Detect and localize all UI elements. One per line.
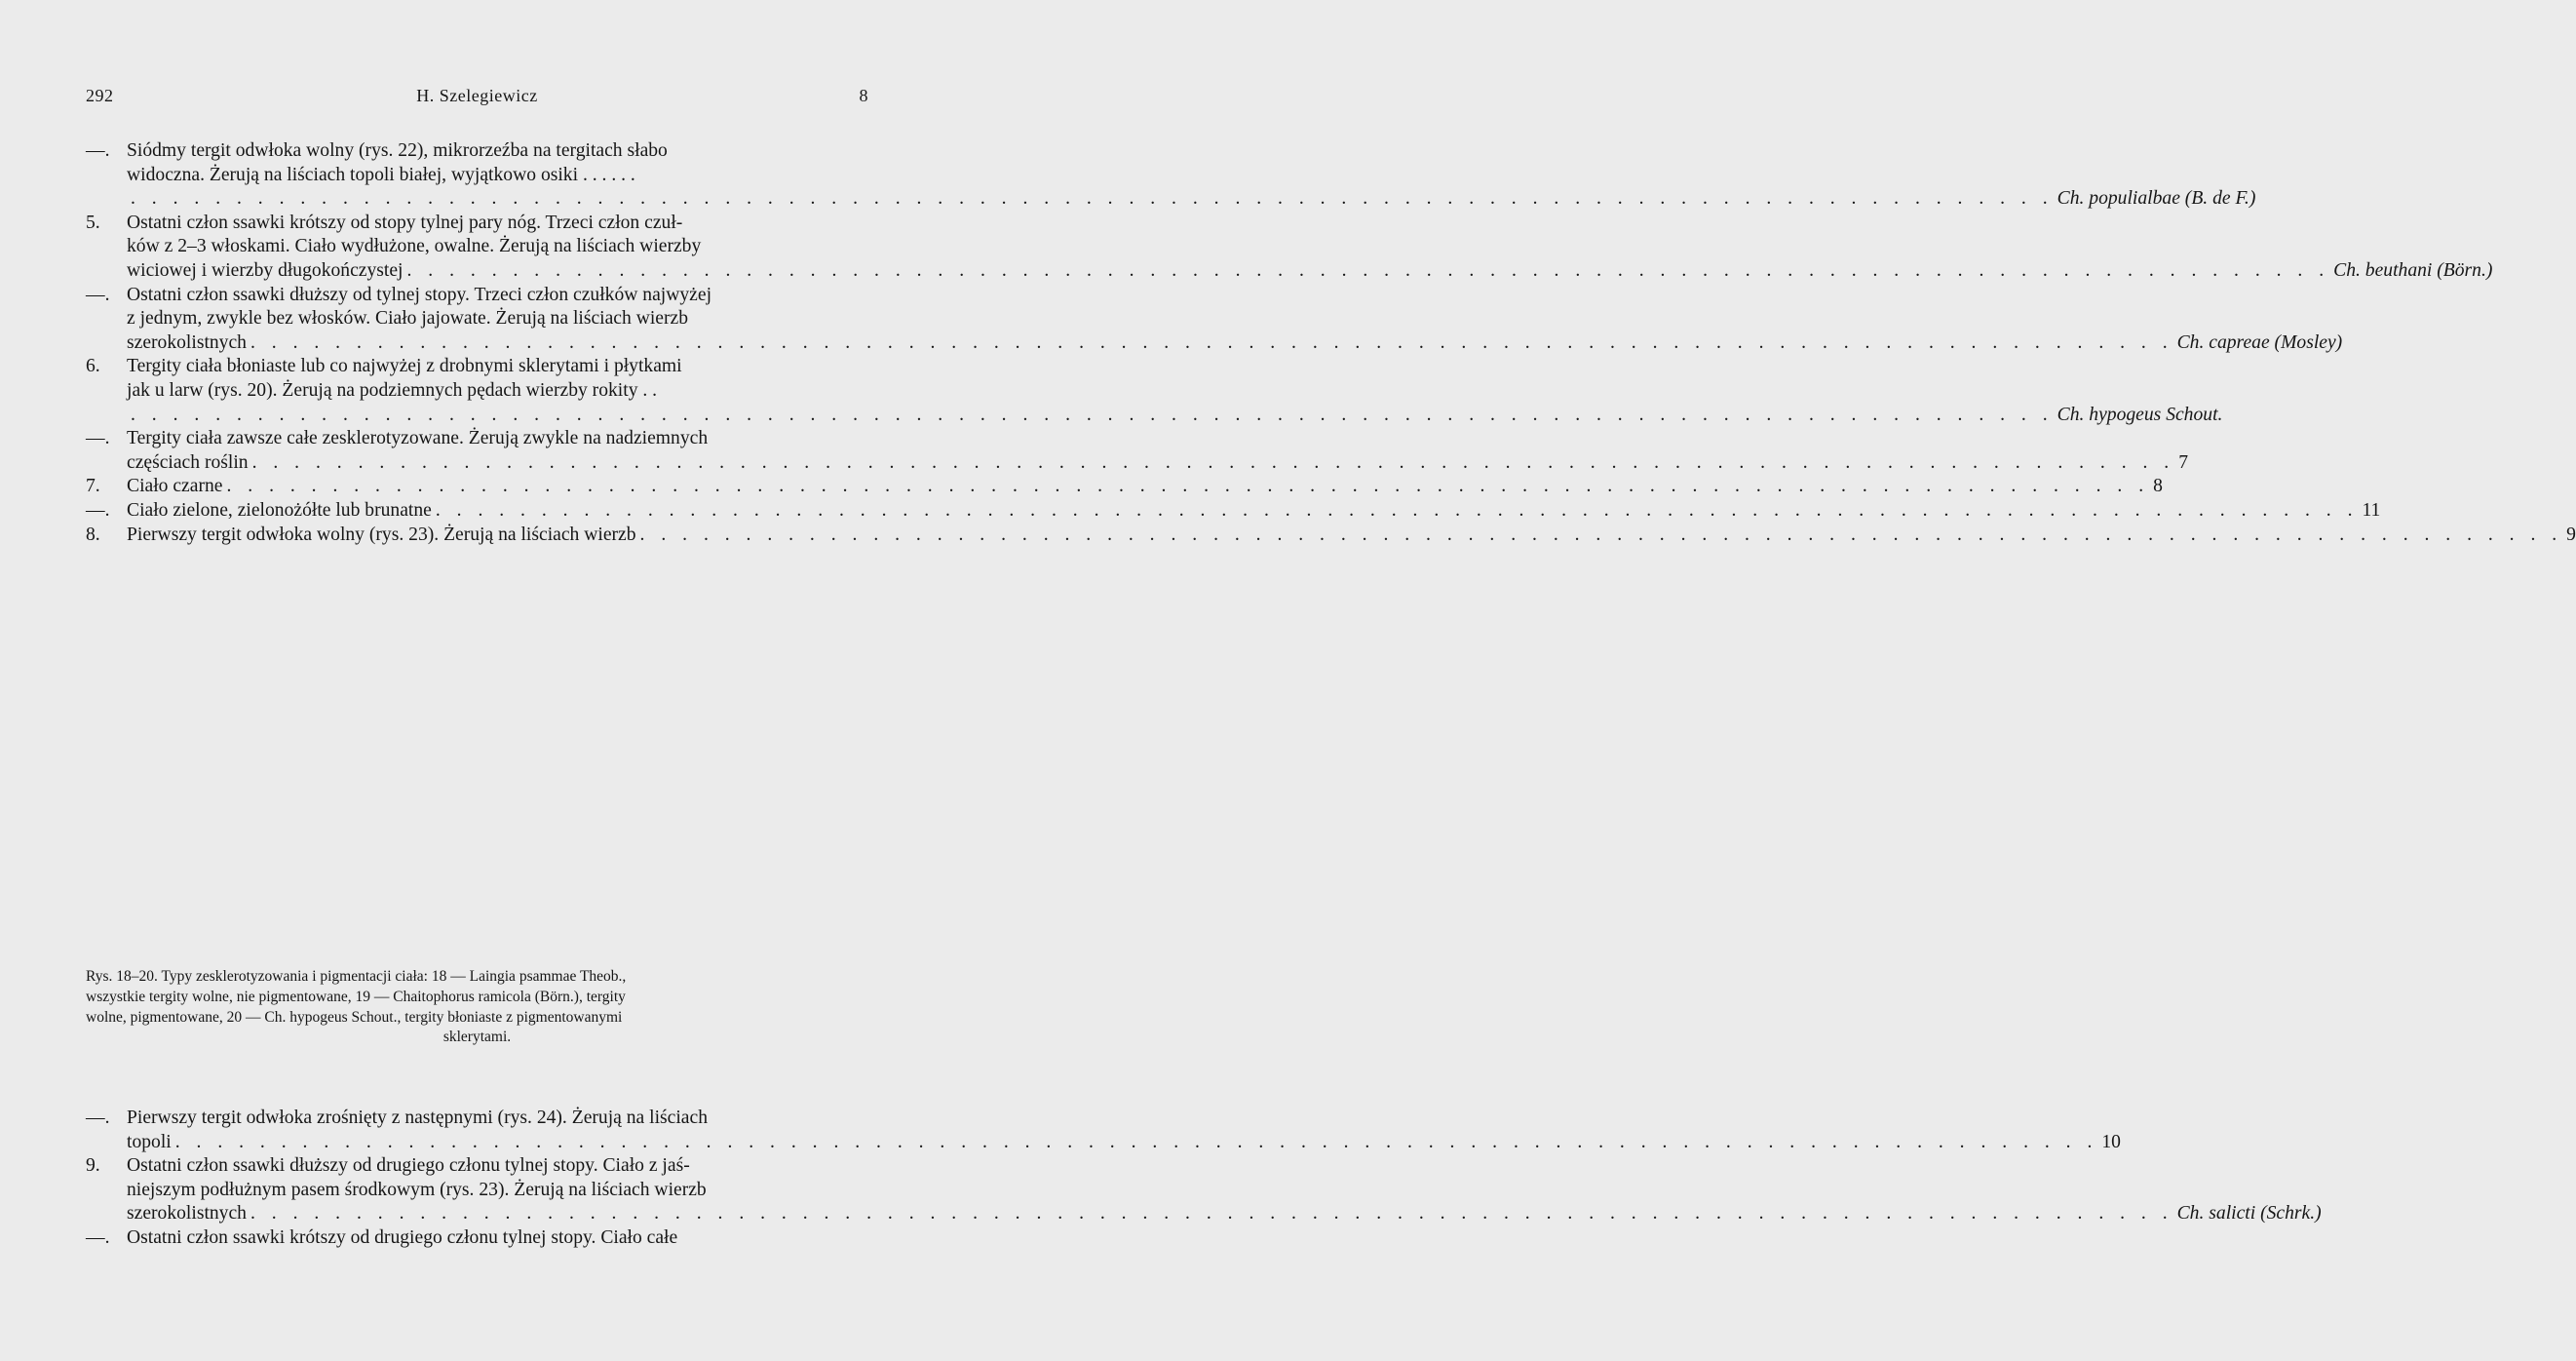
lead-result: Ch. capreae (Mosley) xyxy=(2176,331,2343,353)
lead-result: 11 xyxy=(2362,499,2381,521)
identification-key-top xyxy=(86,139,2576,547)
couplet-number: —. xyxy=(86,140,110,161)
lead-result: 8 xyxy=(2153,476,2163,497)
leader-dots xyxy=(636,524,2567,548)
key-couplet xyxy=(86,499,2381,524)
leader-dots xyxy=(222,475,2153,499)
couplet-text xyxy=(127,499,2380,524)
text-line: ków z 2–3 włoskami. Ciało wydłużone, owalne. Żerują na liściach wierzby xyxy=(127,236,702,257)
couplet-number: 9. xyxy=(86,1155,100,1177)
couplet-number: —. xyxy=(86,1226,110,1248)
leader-dots xyxy=(247,331,2177,356)
caption-line: wszystkie tergity wolne, nie pigmentowane, 19 — Chaitophorus ramicola (Börn.), tergity xyxy=(86,988,626,1005)
couplet-text xyxy=(127,212,2492,284)
text-line: Ostatni człon ssawki krótszy od stopy tylnej pary nóg. Trzeci człon czuł- xyxy=(127,212,683,233)
couplet-number: —. xyxy=(86,428,110,449)
key-couplet xyxy=(86,139,2256,212)
couplet-number: 8. xyxy=(86,524,100,545)
key-couplet xyxy=(86,212,2493,284)
text-line: Ostatni człon ssawki dłuższy od tylnej stopy. Trzeci człon czułków najwyżej xyxy=(127,284,712,305)
text-line: Tergity ciała zawsze całe zesklerotyzowane. Żerują zwykle na nadziemnych xyxy=(127,428,709,449)
couplet-number: —. xyxy=(86,284,110,305)
leader-dots xyxy=(127,187,2057,212)
lead-text: Ciało czarne xyxy=(127,476,223,497)
key-couplet xyxy=(86,475,2163,499)
couplet-lead-line xyxy=(127,451,2188,476)
page-number: 292 xyxy=(86,86,114,105)
text-line: Ostatni człon ssawki krótszy od drugiego członu tylnej stopy. Ciało całe xyxy=(127,1226,678,1248)
couplet-text xyxy=(127,284,2342,356)
couplet-text xyxy=(127,427,2188,475)
lead-result: Ch. populialbae (B. de F.) xyxy=(2057,188,2256,210)
key-couplet xyxy=(86,427,2188,475)
key-couplet xyxy=(86,284,2343,356)
lead-text: wiciowej i wierzby długokończystej xyxy=(127,259,404,281)
couplet-text xyxy=(127,1226,868,1251)
lead-text: topoli xyxy=(127,1131,172,1152)
leader-dots xyxy=(432,499,2363,524)
text-line: z jednym, zwykle bez włosków. Ciało jajowate. Żerują na liściach wierzb xyxy=(127,308,688,330)
couplet-lead-line xyxy=(127,331,2342,356)
couplet-number: 5. xyxy=(86,212,100,233)
lead-result: Ch. salicti (Schrk.) xyxy=(2176,1203,2322,1225)
key-couplet xyxy=(86,1226,868,1251)
couplet-lead-line xyxy=(127,187,2255,212)
text-line: widoczna. Żerują na liściach topoli białej, wyjątkowo osiki . . . . . . xyxy=(127,164,635,185)
couplet-number: —. xyxy=(86,499,110,521)
lead-text: szerokolistnych xyxy=(127,1203,247,1225)
text-line: Ostatni człon ssawki dłuższy od drugiego członu tylnej stopy. Ciało z jaś- xyxy=(127,1155,690,1177)
lead-text: Ciało zielone, zielonożółte lub brunatne xyxy=(127,499,432,521)
couplet-text xyxy=(127,355,2222,427)
running-title: H. Szelegiewicz xyxy=(416,86,538,105)
text-line: Pierwszy tergit odwłoka zrośnięty z następnymi (rys. 24). Żerują na liściach xyxy=(127,1108,708,1128)
leader-dots xyxy=(249,451,2179,476)
couplet-text xyxy=(127,1107,2121,1154)
text-line: Tergity ciała błoniaste lub co najwyżej z drobnymi sklerytami i płytkami xyxy=(127,356,682,377)
couplet-lead-line xyxy=(127,404,2222,428)
couplet-lead-line xyxy=(127,1202,2322,1226)
key-couplet xyxy=(86,1154,2322,1226)
key-couplet xyxy=(86,1107,2121,1154)
couplet-text xyxy=(127,139,2255,212)
text-line: Siódmy tergit odwłoka wolny (rys. 22), mikrorzeźba na tergitach słabo xyxy=(127,140,668,161)
caption-line: wolne, pigmentowane, 20 — Ch. hypogeus Schout., tergity błoniaste z pigmentowanymi xyxy=(86,1008,623,1026)
text-line: niejszym podłużnym pasem środkowym (rys. 23). Żerują na liściach wierzb xyxy=(127,1179,707,1200)
leader-dots xyxy=(247,1202,2177,1226)
couplet-number: 6. xyxy=(86,356,100,377)
couplet-lead-line xyxy=(127,524,2576,548)
lead-result: 7 xyxy=(2178,451,2188,473)
key-couplet xyxy=(86,355,2223,427)
couplet-lead-line xyxy=(127,475,2163,499)
caption-line: sklerytami. xyxy=(442,1029,512,1046)
lead-result: Ch. beuthani (Börn.) xyxy=(2333,259,2493,281)
couplet-number: 7. xyxy=(86,476,100,497)
lead-result: 9 xyxy=(2566,524,2576,545)
caption-line: Rys. 18–20. Typy zesklerotyzowania i pigmentacji ciała: 18 — Laingia psammae Theob., xyxy=(86,968,627,985)
couplet-number: —. xyxy=(86,1108,110,1128)
identification-key-bottom xyxy=(86,1107,2322,1251)
lead-result: 10 xyxy=(2101,1131,2121,1152)
figure-caption xyxy=(86,967,868,1048)
couplet-text xyxy=(127,475,2163,499)
couplet-lead-line xyxy=(127,499,2380,524)
figure-area xyxy=(86,546,868,955)
couplet-lead-line xyxy=(127,259,2492,284)
couplet-lead-line xyxy=(127,1131,2121,1155)
leader-dots xyxy=(172,1131,2102,1155)
lead-text: Pierwszy tergit odwłoka wolny (rys. 23). Żerują na liściach wierzb xyxy=(127,524,636,545)
couplet-text xyxy=(127,524,2576,548)
key-couplet xyxy=(86,524,2576,548)
couplet-text xyxy=(127,1154,2322,1226)
text-line: jak u larw (rys. 20). Żerują na podziemnych pędach wierzby rokity . . xyxy=(127,379,658,401)
lead-text: częściach roślin xyxy=(127,451,249,473)
lead-text: szerokolistnych xyxy=(127,331,247,353)
lead-result: Ch. hypogeus Schout. xyxy=(2057,404,2223,425)
running-header xyxy=(86,86,868,113)
leader-dots xyxy=(127,404,2057,428)
section-number: 8 xyxy=(859,86,868,105)
leader-dots xyxy=(404,259,2334,284)
